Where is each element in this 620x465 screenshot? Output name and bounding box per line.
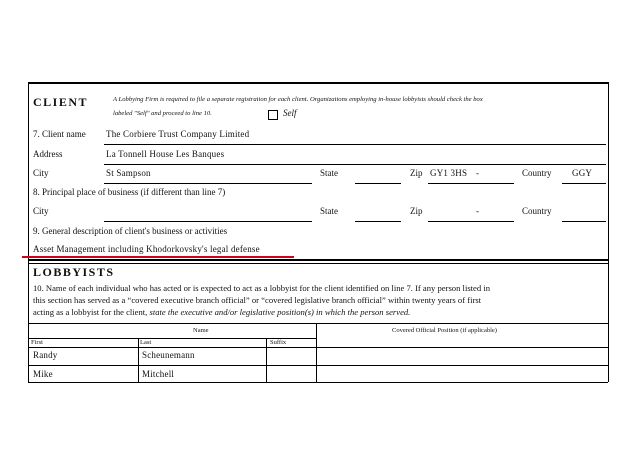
zip-value: GY1 3HS	[430, 168, 468, 178]
zip-dash: -	[476, 168, 480, 178]
state2-label: State	[320, 206, 338, 216]
principal-place-label: 8. Principal place of business (if different than line 7)	[33, 187, 226, 197]
description-red-underline	[22, 256, 294, 258]
client-name-value: The Corbiere Trust Company Limited	[106, 129, 250, 139]
client-section-title: CLIENT	[33, 95, 89, 109]
city2-label: City	[33, 206, 49, 216]
row-2-bottom-rule	[28, 382, 608, 383]
lobbyists-section-title: LOBBYISTS	[33, 265, 115, 279]
city-value: St Sampson	[106, 168, 151, 178]
last-subheader: Last	[140, 339, 152, 346]
name-position-divider	[316, 323, 317, 383]
section-divider-top	[28, 259, 608, 261]
lobbyists-instructions-line3	[33, 307, 410, 318]
lobbyist-2-last: Mitchell	[142, 369, 175, 379]
top-border	[28, 82, 608, 84]
lobbyists-instructions-line3-italic: state the executive and/or legislative position(s) in which the person served.	[149, 307, 411, 317]
state-label: State	[320, 168, 338, 178]
client-instructions-line1: A Lobbying Firm is required to file a separate registration for each client. Organizations employing in-house lobbyists should check the box	[113, 96, 483, 103]
lobbyists-instructions-line1: 10. Name of each individual who has acted or is expected to act as a lobbyist for the client identified on line 7. If any person listed in	[33, 283, 491, 293]
country-underline	[562, 183, 606, 184]
first-last-divider	[138, 338, 139, 383]
last-suffix-divider	[266, 338, 267, 383]
country-label: Country	[522, 168, 552, 178]
zip2-label: Zip	[410, 206, 423, 216]
country2-underline	[562, 221, 606, 222]
client-instructions-line2: labeled "Self" and proceed to line 10.	[113, 110, 212, 117]
zip2-underline	[428, 221, 514, 222]
self-label: Self	[283, 108, 297, 118]
position-column-header: Covered Official Position (if applicable)	[392, 327, 497, 334]
city-underline	[104, 183, 312, 184]
lobbyists-instructions-line3-normal: acting as a lobbyist for the client,	[33, 307, 148, 317]
lobbyist-2-first: Mike	[33, 369, 53, 379]
subheader-bottom-rule	[28, 347, 608, 348]
zip-underline	[428, 183, 514, 184]
table-top-rule	[28, 323, 608, 324]
section-divider-bottom	[28, 263, 608, 264]
state2-underline	[355, 221, 401, 222]
left-border	[28, 82, 29, 382]
country2-label: Country	[522, 206, 552, 216]
first-subheader: First	[31, 339, 43, 346]
name-column-header: Name	[193, 327, 209, 334]
lobbyist-1-last: Scheunemann	[142, 350, 195, 360]
city2-underline	[104, 221, 312, 222]
country-value: GGY	[572, 168, 593, 178]
client-name-underline	[104, 144, 606, 145]
address-value: La Tonnell House Les Banques	[106, 149, 225, 159]
description-value: Asset Management including Khodorkovsky's legal defense	[33, 244, 260, 254]
state-underline	[355, 183, 401, 184]
lobbyist-1-first: Randy	[33, 350, 58, 360]
right-border	[608, 82, 609, 382]
row-1-bottom-rule	[28, 365, 608, 366]
self-checkbox[interactable]	[268, 110, 278, 120]
description-label: 9. General description of client's business or activities	[33, 226, 228, 236]
suffix-subheader: Suffix	[270, 339, 287, 346]
address-label: Address	[33, 149, 63, 159]
address-underline	[104, 164, 606, 165]
zip2-dash: -	[476, 206, 480, 216]
client-name-label: 7. Client name	[33, 129, 86, 139]
city-label: City	[33, 168, 49, 178]
zip-label: Zip	[410, 168, 423, 178]
lobbyists-instructions-line2: this section has served as a “covered executive branch official” or “covered legislative branch official” within twenty years of first	[33, 295, 482, 305]
